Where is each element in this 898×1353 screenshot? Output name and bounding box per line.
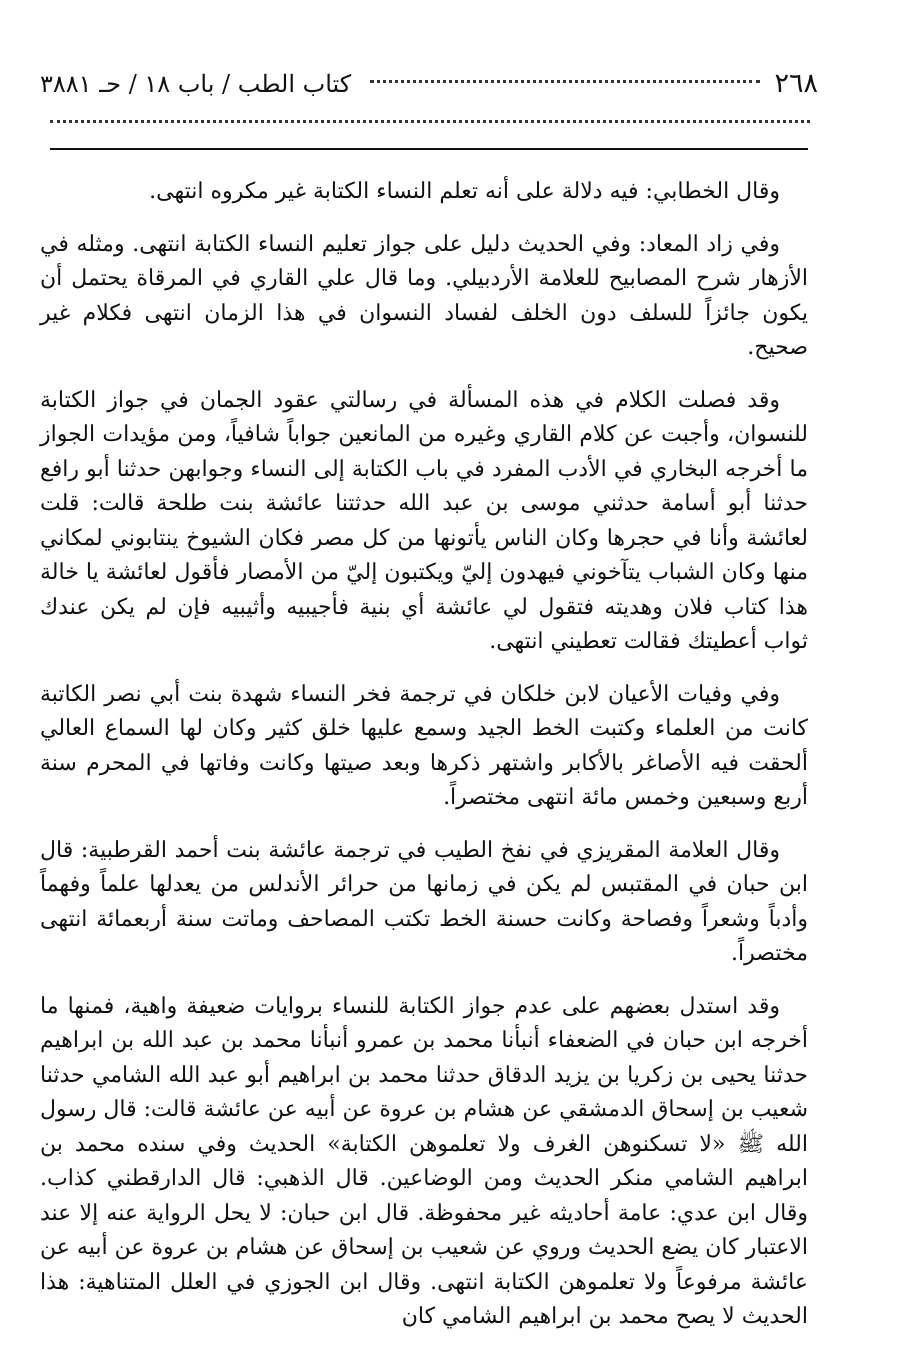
paragraph-weak-narrations: وقد استدل بعضهم على عدم جواز الكتابة للنساء بروايات ضعيفة واهية، فمنها ما أخرجه ابن حبان في الضعفاء أنبأنا محمد بن عمرو أنبأنا محمد بن عبد الله بن ابراهيم حدثنا يحيى بن زكريا بن يزيد الدقاق حدثنا محمد بن ابراهيم أبو عبد الله الشامي حدثنا شعيب بن إسحاق الدمشقي عن هشام بن عروة عن أبيه عن عائشة قالت: قال رسول الله ﷺ «لا تسكنوهن الغرف ولا تعلموهن الكتابة» الحديث وفي سنده محمد بن ابراهيم الشامي منكر الحديث ومن الوضاعين. قال الذهبي: قال الدارقطني كذاب. وقال ابن عدي: عامة أحاديثه غير محفوظة. قال ابن حبان: لا يحل الرواية عنه إلا عند الاعتبار كان يضع الحديث وروي عن شعيب بن إسحاق عن هشام بن عروة عن أبيه عن عائشة مرفوعاً ولا تعلموهن الكتابة انتهى. وقال ابن الجوزي في العلل المتناهية: هذا الحديث لا يصح محمد بن ابراهيم الشامي كان — [40, 993, 809, 1329]
paragraph-khattabi: وقال الخطابي: فيه دلالة على أنه تعلم النساء الكتابة غير مكروه انتهى. — [149, 179, 780, 204]
running-title: كتاب الطب / باب ١٨ / حـ ٣٨٨١ — [40, 70, 352, 98]
paragraph-maqrizi: وقال العلامة المقريزي في نفخ الطيب في ترجمة عائشة بنت أحمد القرطبية: قال ابن حبان في المقتبس لم يكن في زمانها من حرائر الأندلس من يعدلها علماً وفهماً وأدباً وشعراً وفصاحة وكانت حسنة الخط تكتب المصاحف وماتت سنة أربعمائة انتهى مختصراً. — [40, 837, 808, 966]
header-rule — [50, 148, 808, 150]
body-text — [40, 175, 808, 1353]
paragraph-wafayat-al-ayan: وفي وفيات الأعيان لابن خلكان في ترجمة فخر النساء شهدة بنت أبي نصر الكاتبة كانت من العلماء وكتبت الخط الجيد وسمع عليها خلق كثير وكان لها السماع العالي ألحقت فيه الأصاغر بالأكابر واشتهر ذكرها وبعد صيتها وكانت وفاتها في المحرم سنة أربع وسبعين وخمس مائة انتهى مختصراً. — [40, 681, 808, 810]
paragraph-zad-al-maad: وفي زاد المعاد: وفي الحديث دليل على جواز تعليم النساء الكتابة انتهى. ومثله في الأزهار شرح المصابيح للعلامة الأردبيلي. وما قال علي القاري في المرقاة يحتمل أن يكون جائزاً للسلف دون الخلف لفساد النسوان في هذا الزمان انتهى فكلام غير صحيح. — [40, 231, 808, 360]
header-dotted-line — [50, 120, 810, 123]
page-header — [40, 64, 818, 104]
page-number: ٢٦٨ — [774, 68, 818, 99]
header-dotted-leader — [370, 80, 760, 83]
paragraph-uqud-al-juman: وقد فصلت الكلام في هذه المسألة في رسالتي عقود الجمان في جواز الكتابة للنسوان، وأجبت عن كلام القاري وغيره من المانعين جواباً شافياً، ومن مؤيدات الجواز ما أخرجه البخاري في الأدب المفرد في باب الكتابة إلى النساء وجوابهن حدثنا أبو رافع حدثنا أبو أسامة حدثني موسى بن عبد الله حدثتنا عائشة بنت طلحة قالت: قلت لعائشة وأنا في حجرها وكان الناس يأتونها من كل مصر فكان الشيوخ ينتابوني لمكاني منها وكان الشباب يتآخوني فيهدون إليّ ويكتبون إليّ من الأمصار فأقول لعائشة يا خالة هذا كتاب فلان وهديته فتقول لي عائشة أي بنية فأجيبيه وأثيبيه فإن لم يكن عندك ثواب أعطيتك فقالت تعطيني انتهى. — [40, 387, 808, 654]
